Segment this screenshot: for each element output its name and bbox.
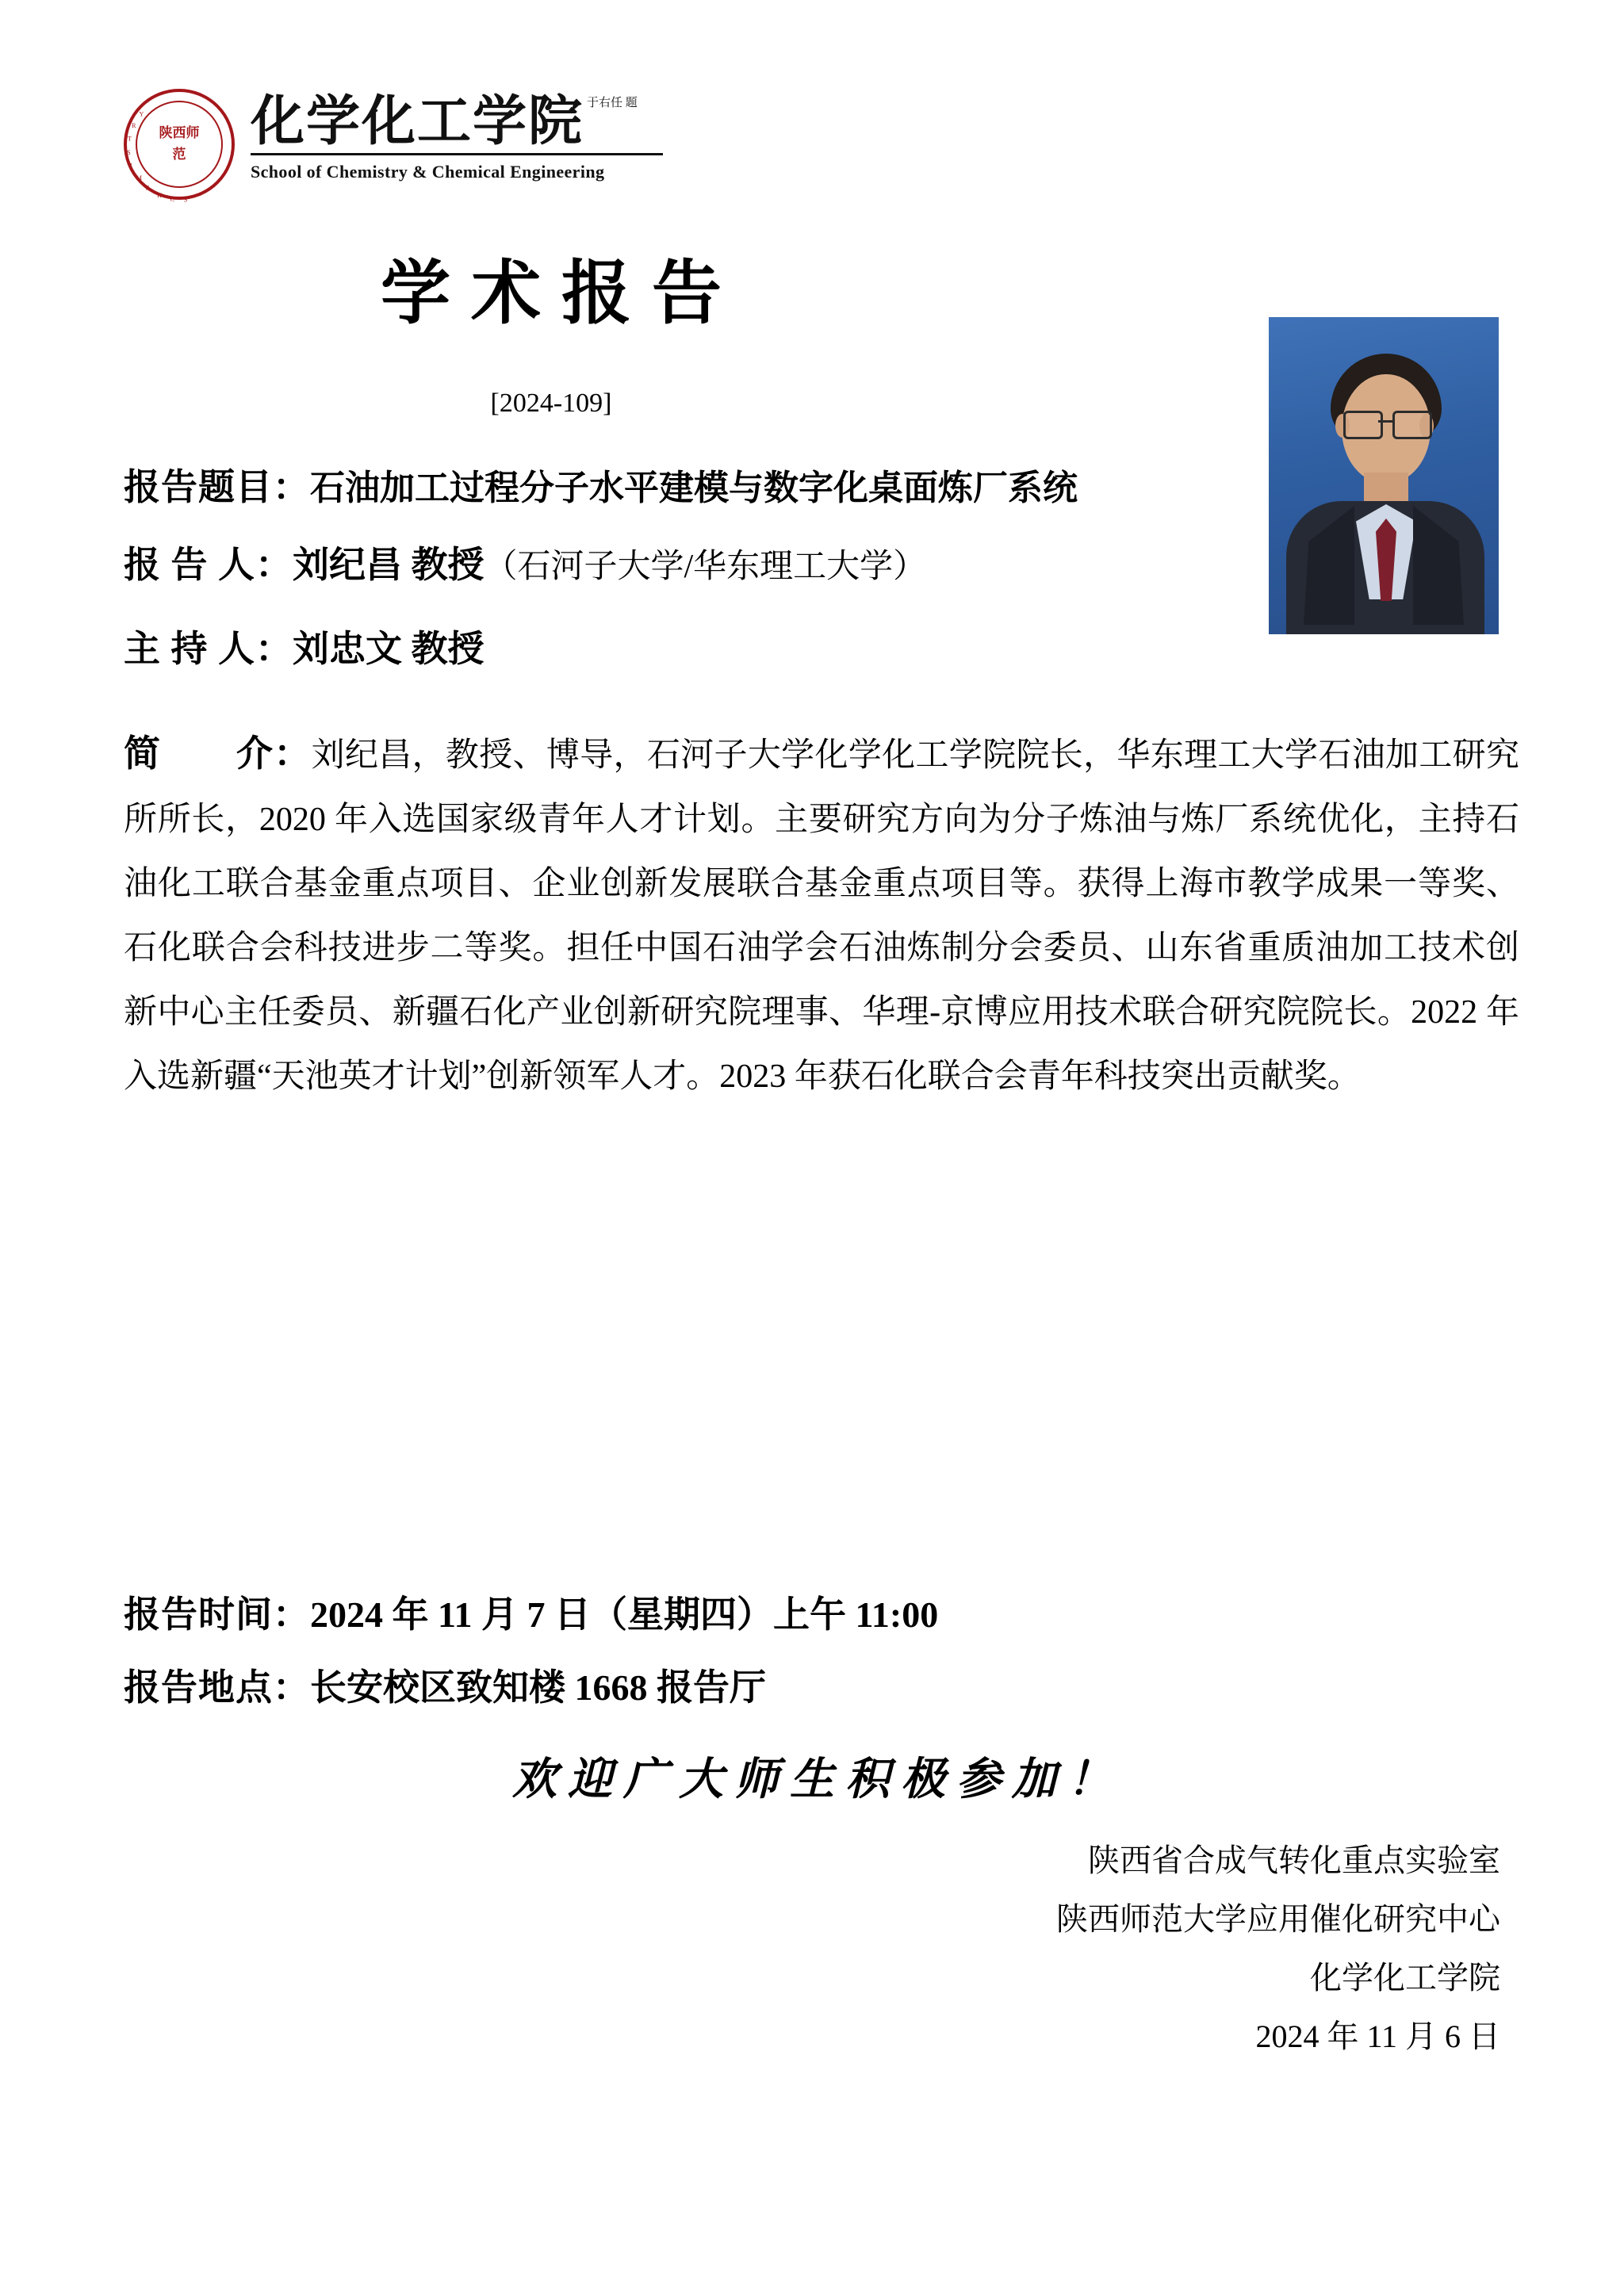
speaker-affiliation: （石河子大学/华东理工大学） — [484, 549, 927, 585]
logo-wordmark — [251, 89, 663, 182]
portrait-glasses-bridge — [1378, 420, 1392, 423]
seal-ring-text: S C H E M I S T R Y — [127, 110, 188, 204]
document-number: [2024-109] — [490, 388, 612, 418]
report-place-value: 长安校区致知楼 1668 报告厅 — [310, 1667, 766, 1708]
speaker-portrait — [1269, 317, 1499, 634]
logo-english-name: School of Chemistry & Chemical Engineering — [251, 162, 605, 182]
signature-block — [1056, 1831, 1500, 2066]
report-title-label: 报告题目： — [124, 467, 310, 507]
institution-logo — [124, 89, 663, 204]
speaker-bio — [124, 721, 1519, 1109]
host-label: 主 持 人： — [124, 629, 293, 669]
logo-chinese-text: 化学化工学院 — [251, 91, 584, 151]
host-row — [124, 620, 485, 672]
portrait-glasses-left — [1343, 411, 1383, 439]
portrait-glasses-right — [1392, 411, 1432, 439]
report-place-row — [124, 1659, 766, 1711]
report-title-value: 石油加工过程分子水平建模与数字化桌面炼厂系统 — [310, 469, 1078, 507]
speaker-row — [124, 536, 926, 588]
signature-date: 2024 年 11 月 6 日 — [1255, 2019, 1500, 2054]
welcome-line: 欢迎广大师生积极参加！ — [512, 1755, 1123, 1804]
report-time-row — [124, 1586, 938, 1638]
seal-center-text: 陕西师范 — [159, 125, 200, 162]
logo-divider — [251, 153, 663, 155]
university-seal-icon — [124, 89, 235, 204]
host-value: 刘忠文 教授 — [293, 629, 485, 669]
report-title-row — [124, 458, 1078, 511]
signature-line-3: 化学化工学院 — [1310, 1960, 1500, 1996]
speaker-label: 报 告 人： — [124, 545, 293, 585]
bio-label: 简 介： — [124, 733, 312, 774]
logo-chinese-name — [251, 91, 663, 151]
report-time-value: 2024 年 11 月 7 日（星期四）上午 11:00 — [310, 1594, 939, 1635]
speaker-value: 刘纪昌 教授 — [293, 545, 485, 585]
bio-text: 刘纪昌，教授、博导，石河子大学化学化工学院院长，华东理工大学石油加工研究所所长，2020 年入选国家级青年人才计划。主要研究方向为分子炼油与炼厂系统优化，主持石油化工联合基金重点项目、企业创新发展联合基金重点项目等。获得上海市教学成果一等奖、石化联合会科技进步二等奖。担任中国石油学会石油炼制分会委员、山东省重质油加工技术创新中心主任委员、新疆石化产业创新研究院理事、华理-京博应用技术联合研究院院长。2022 年入选新疆“天池英才计划”创新领军人才。2023 年获石化联合会青年科技突出贡献奖。 — [124, 737, 1519, 1095]
logo-calligrapher-note: 于右任 题 — [587, 97, 638, 109]
report-place-label: 报告地点： — [124, 1667, 310, 1708]
report-time-label: 报告时间： — [124, 1594, 310, 1635]
signature-line-1: 陕西省合成气转化重点实验室 — [1088, 1843, 1500, 1878]
signature-line-2: 陕西师范大学应用催化研究中心 — [1056, 1901, 1500, 1937]
page-title: 学术报告 — [380, 256, 742, 333]
